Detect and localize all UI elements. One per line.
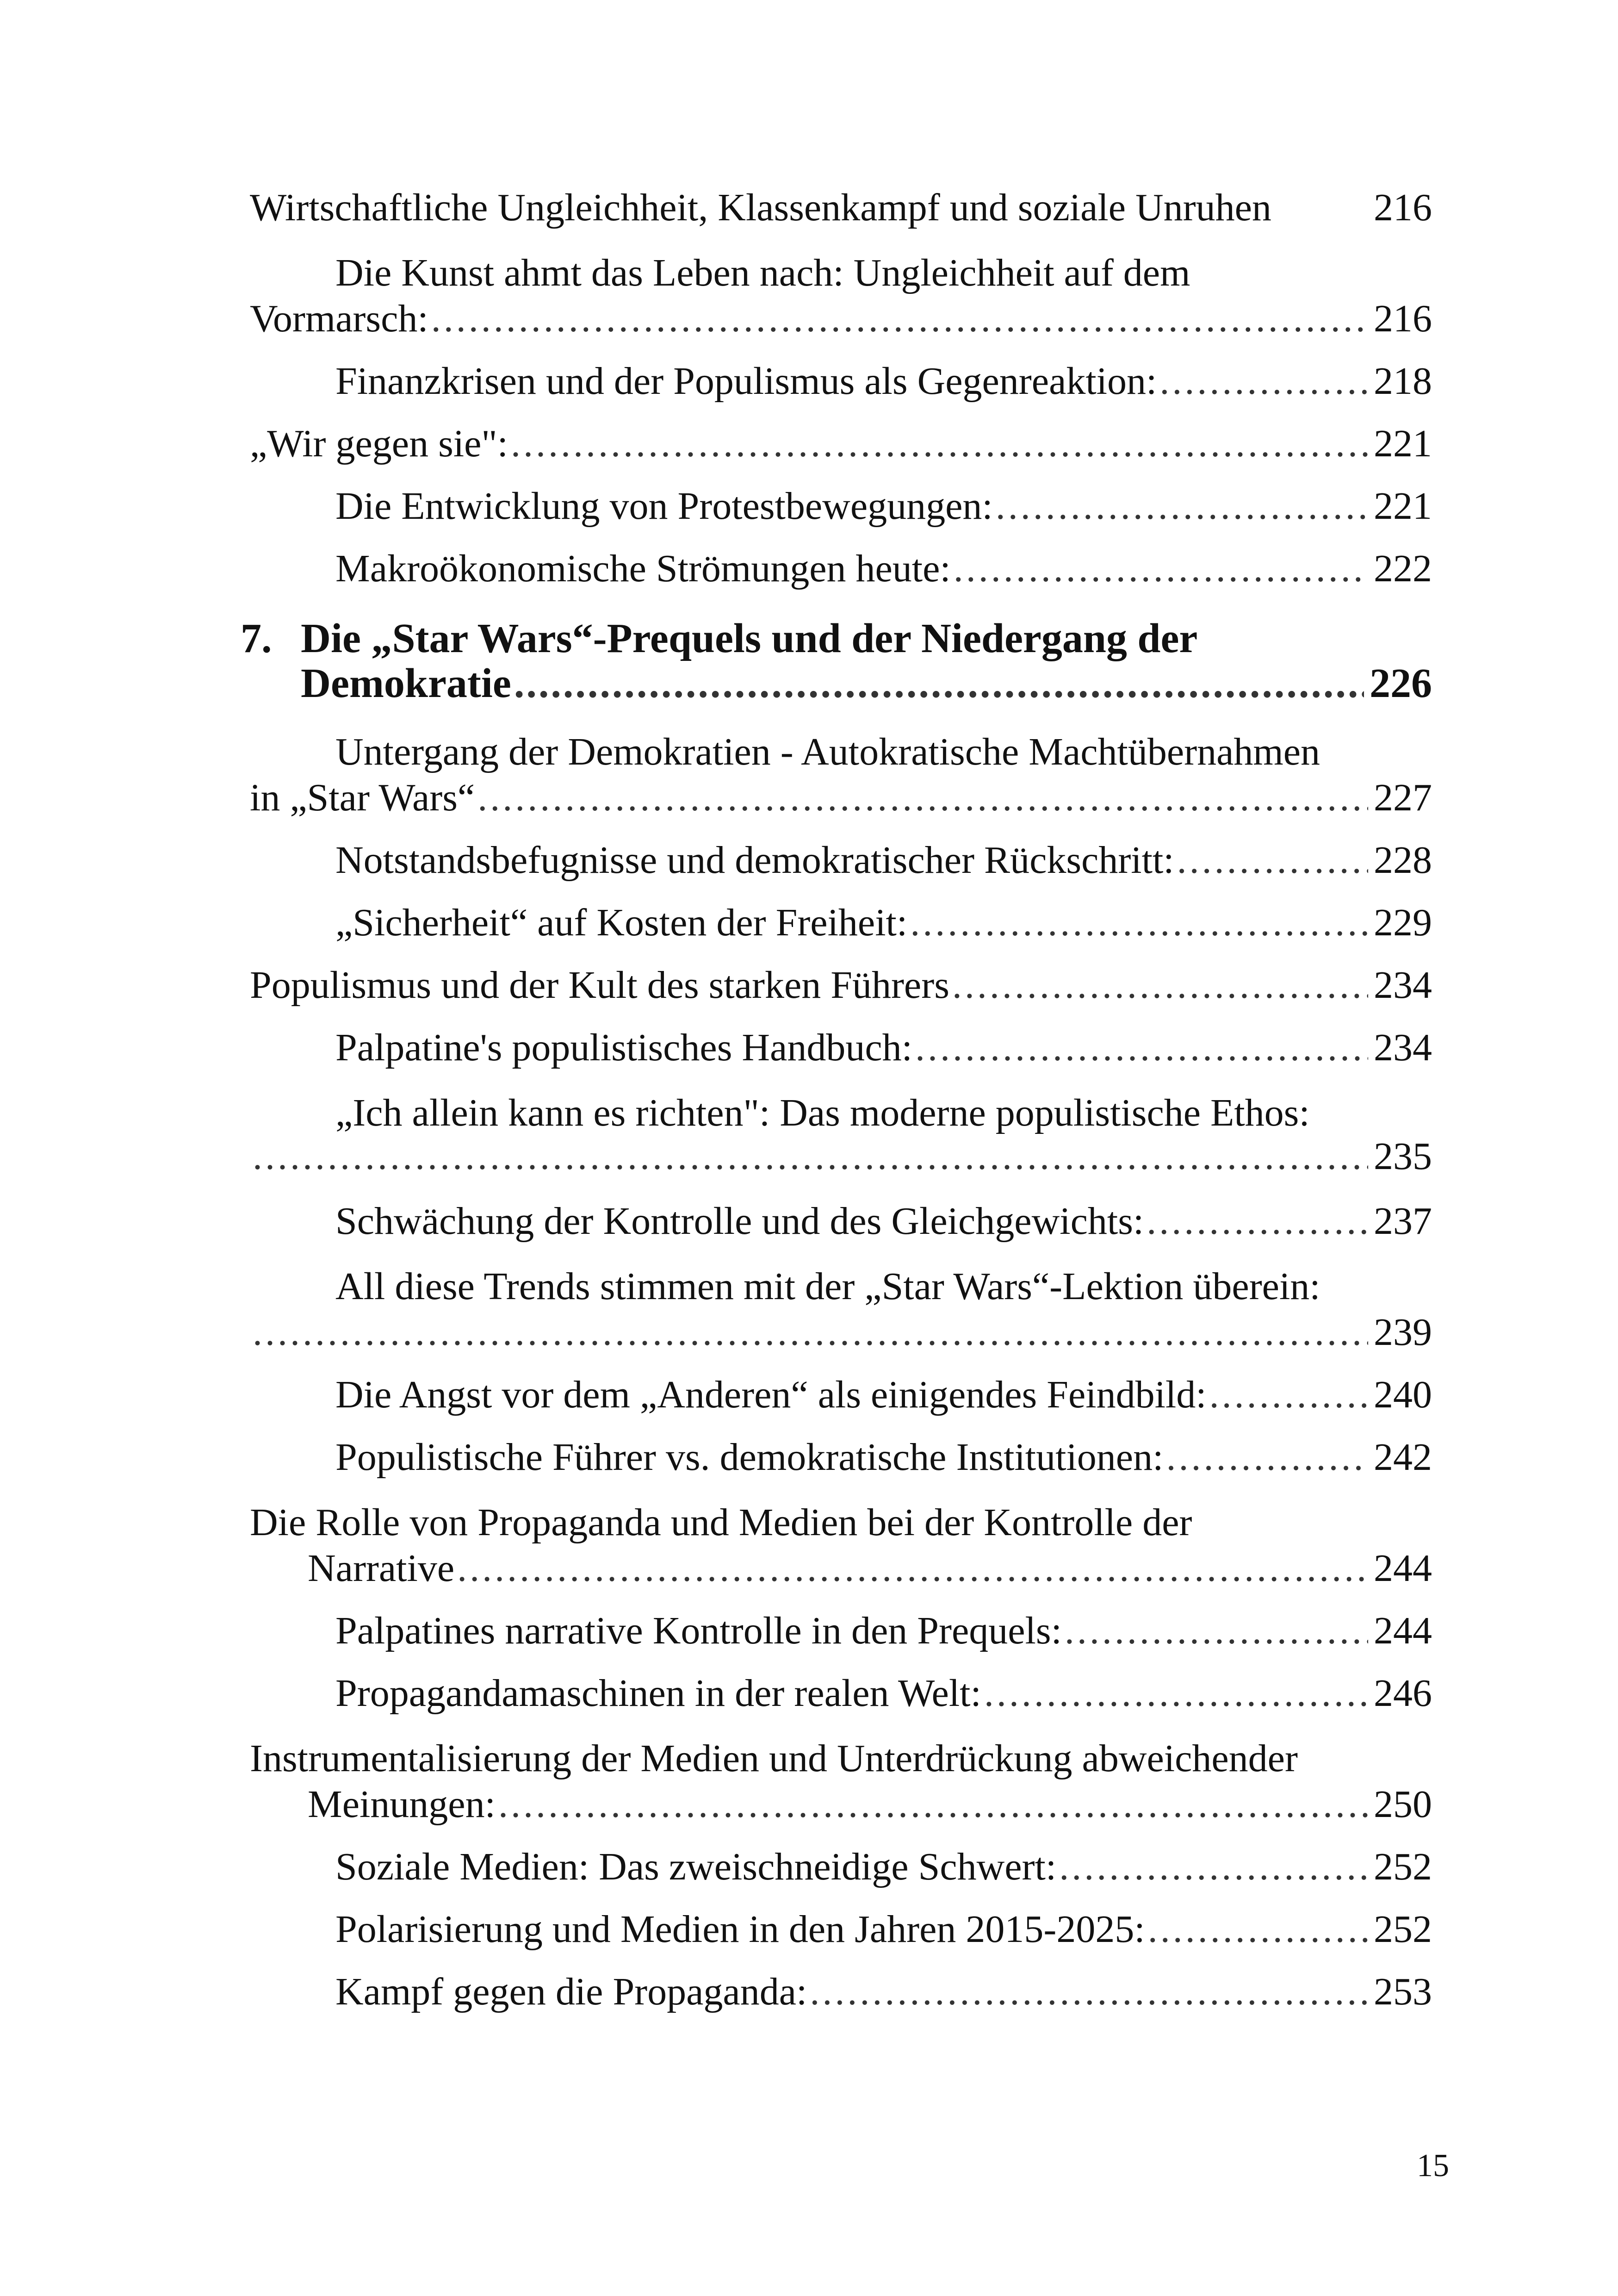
toc-entry[interactable] — [335, 1844, 1432, 1895]
toc-entry-page: 234 — [1374, 964, 1432, 1007]
toc-entry-title: Kampf gegen die Propaganda: — [335, 1970, 807, 2013]
toc-entry[interactable] — [250, 1310, 1432, 1361]
toc-leader-dots — [457, 1546, 1368, 1591]
toc-leader-dots — [954, 546, 1368, 591]
toc-entry-title: Schwächung der Kontrolle und des Gleichgewichts: — [335, 1200, 1144, 1243]
toc-entry-title: „Wir gegen sie": — [250, 422, 508, 465]
toc-entry[interactable] — [335, 1199, 1432, 1250]
toc-entry-page: 218 — [1374, 360, 1432, 403]
toc-entry-title: Makroökonomische Strömungen heute: — [335, 547, 951, 590]
toc-leader-dots — [511, 421, 1368, 466]
toc-entry-title-line2: Narrative — [308, 1547, 455, 1590]
toc-entry[interactable] — [335, 838, 1432, 889]
toc-entry-page: 216 — [1374, 297, 1432, 340]
toc-entry-page: 253 — [1374, 1970, 1432, 2013]
toc-entry-title: Wirtschaftliche Ungleichheit, Klassenkampf und soziale Unruhen — [250, 186, 1271, 229]
toc-entry-title: Populismus und der Kult des starken Führers — [250, 964, 949, 1007]
toc-entry[interactable] — [250, 296, 1432, 347]
page-number: 15 — [1417, 2148, 1449, 2184]
toc-entry-page: 250 — [1374, 1783, 1432, 1826]
toc-leader-dots — [1159, 359, 1368, 404]
chapter-title-line2: Demokratie — [301, 660, 511, 706]
toc-leader-dots — [996, 484, 1368, 529]
toc-leader-dots — [952, 963, 1368, 1008]
toc-entry-title: „Sicherheit“ auf Kosten der Freiheit: — [335, 901, 908, 944]
toc-entry-title-line2: Vormarsch: — [250, 297, 428, 340]
toc-entry-page: 221 — [1374, 485, 1432, 528]
toc-entry-page: 242 — [1374, 1436, 1432, 1479]
toc-entry-page: 234 — [1374, 1026, 1432, 1069]
toc-entry[interactable] — [335, 1372, 1432, 1423]
toc-entry-page: 221 — [1374, 422, 1432, 465]
toc-entry-page: 240 — [1374, 1373, 1432, 1416]
toc-leader-dots — [431, 296, 1368, 341]
toc-leader-dots — [1177, 838, 1368, 883]
toc-entry-page: 244 — [1374, 1609, 1432, 1652]
toc-entry-title: Propagandamaschinen in der realen Welt: — [335, 1672, 981, 1715]
toc-entry-title-line1: Instrumentalisierung der Medien und Unterdrückung abweichender — [250, 1737, 1298, 1780]
toc-entry[interactable] — [335, 1907, 1432, 1958]
toc-entry[interactable] — [335, 1671, 1432, 1722]
toc-entry-page: 252 — [1374, 1845, 1432, 1888]
toc-entry-page: 229 — [1374, 901, 1432, 944]
toc-entry-title: Polarisierung und Medien in den Jahren 2015-2025: — [335, 1908, 1145, 1951]
toc-entry[interactable] — [335, 484, 1432, 535]
toc-entry-title: Finanzkrisen und der Populismus als Gegenreaktion: — [335, 360, 1157, 403]
toc-entry[interactable] — [335, 1025, 1432, 1076]
toc-entry-page: 246 — [1374, 1672, 1432, 1715]
toc-entry[interactable] — [250, 775, 1432, 826]
toc-entry-page: 216 — [1374, 186, 1432, 229]
toc-leader-dots — [910, 900, 1368, 945]
toc-entry[interactable] — [250, 421, 1432, 472]
toc-entry-page: 222 — [1374, 547, 1432, 590]
toc-entry-page: 227 — [1374, 776, 1432, 819]
chapter-page: 226 — [1370, 660, 1432, 706]
toc-entry[interactable] — [335, 1435, 1432, 1486]
toc-entry-title-line1: Untergang der Demokratien - Autokratische Machtübernahmen — [335, 730, 1320, 773]
toc-leader-dots — [514, 660, 1364, 707]
toc-entry[interactable] — [335, 1608, 1432, 1659]
toc-entry[interactable] — [335, 900, 1432, 951]
toc-entry-title-line2: Meinungen: — [308, 1783, 496, 1826]
toc-entry[interactable] — [335, 546, 1432, 597]
chapter-entry[interactable] — [301, 660, 1432, 715]
toc-entry-title: Palpatines narrative Kontrolle in den Prequels: — [335, 1609, 1062, 1652]
toc-entry-title-line2: in „Star Wars“ — [250, 776, 475, 819]
toc-entry-title: Die Angst vor dem „Anderen“ als einigendes Feindbild: — [335, 1373, 1207, 1416]
toc-entry[interactable] — [335, 1969, 1432, 2020]
toc-leader-dots — [810, 1969, 1368, 2014]
chapter-number: 7. — [241, 616, 272, 661]
toc-entry-page: 228 — [1374, 839, 1432, 882]
toc-entry-title-line1: „Ich allein kann es richten": Das moderne populistische Ethos: — [335, 1091, 1310, 1134]
toc-leader-dots — [915, 1025, 1368, 1070]
toc-entry-title-line1: Die Kunst ahmt das Leben nach: Ungleichheit auf dem — [335, 251, 1190, 294]
toc-entry-title-line1: Die Rolle von Propaganda und Medien bei der Kontrolle der — [250, 1501, 1192, 1544]
toc-entry-page: 239 — [1374, 1311, 1432, 1354]
toc-leader-dots — [253, 1310, 1368, 1355]
toc-entry[interactable] — [250, 185, 1432, 236]
toc-entry-page: 237 — [1374, 1200, 1432, 1243]
toc-leader-dots — [253, 1134, 1368, 1179]
toc-entry[interactable] — [335, 359, 1432, 410]
toc-entry[interactable] — [250, 963, 1432, 1014]
toc-entry[interactable] — [308, 1546, 1432, 1597]
toc-entry-title: Palpatine's populistisches Handbuch: — [335, 1026, 912, 1069]
toc-entry-title: Populistische Führer vs. demokratische Institutionen: — [335, 1436, 1164, 1479]
toc-leader-dots — [984, 1671, 1368, 1716]
toc-leader-dots — [1059, 1844, 1368, 1889]
toc-entry-page: 235 — [1374, 1135, 1432, 1178]
chapter-title-line1: Die „Star Wars“-Prequels und der Niedergang der — [301, 616, 1198, 661]
toc-entry[interactable] — [250, 1134, 1432, 1185]
toc-entry-title: Die Entwicklung von Protestbewegungen: — [335, 485, 993, 528]
toc-leader-dots — [1166, 1435, 1368, 1480]
toc-leader-dots — [1209, 1372, 1368, 1417]
toc-leader-dots — [498, 1782, 1368, 1827]
toc-entry-title: Notstandsbefugnisse und demokratischer Rückschritt: — [335, 839, 1174, 882]
toc-entry-title-line1: All diese Trends stimmen mit der „Star Wars“-Lektion überein: — [335, 1265, 1320, 1308]
toc-leader-dots — [1147, 1199, 1368, 1244]
toc-entry-page: 252 — [1374, 1908, 1432, 1951]
toc-entry[interactable] — [308, 1782, 1432, 1833]
toc-entry-page: 244 — [1374, 1547, 1432, 1590]
toc-leader-dots — [1148, 1907, 1368, 1952]
toc-entry-title: Soziale Medien: Das zweischneidige Schwert: — [335, 1845, 1057, 1888]
toc-leader-dots — [1065, 1608, 1368, 1653]
toc-leader-dots — [477, 775, 1368, 820]
